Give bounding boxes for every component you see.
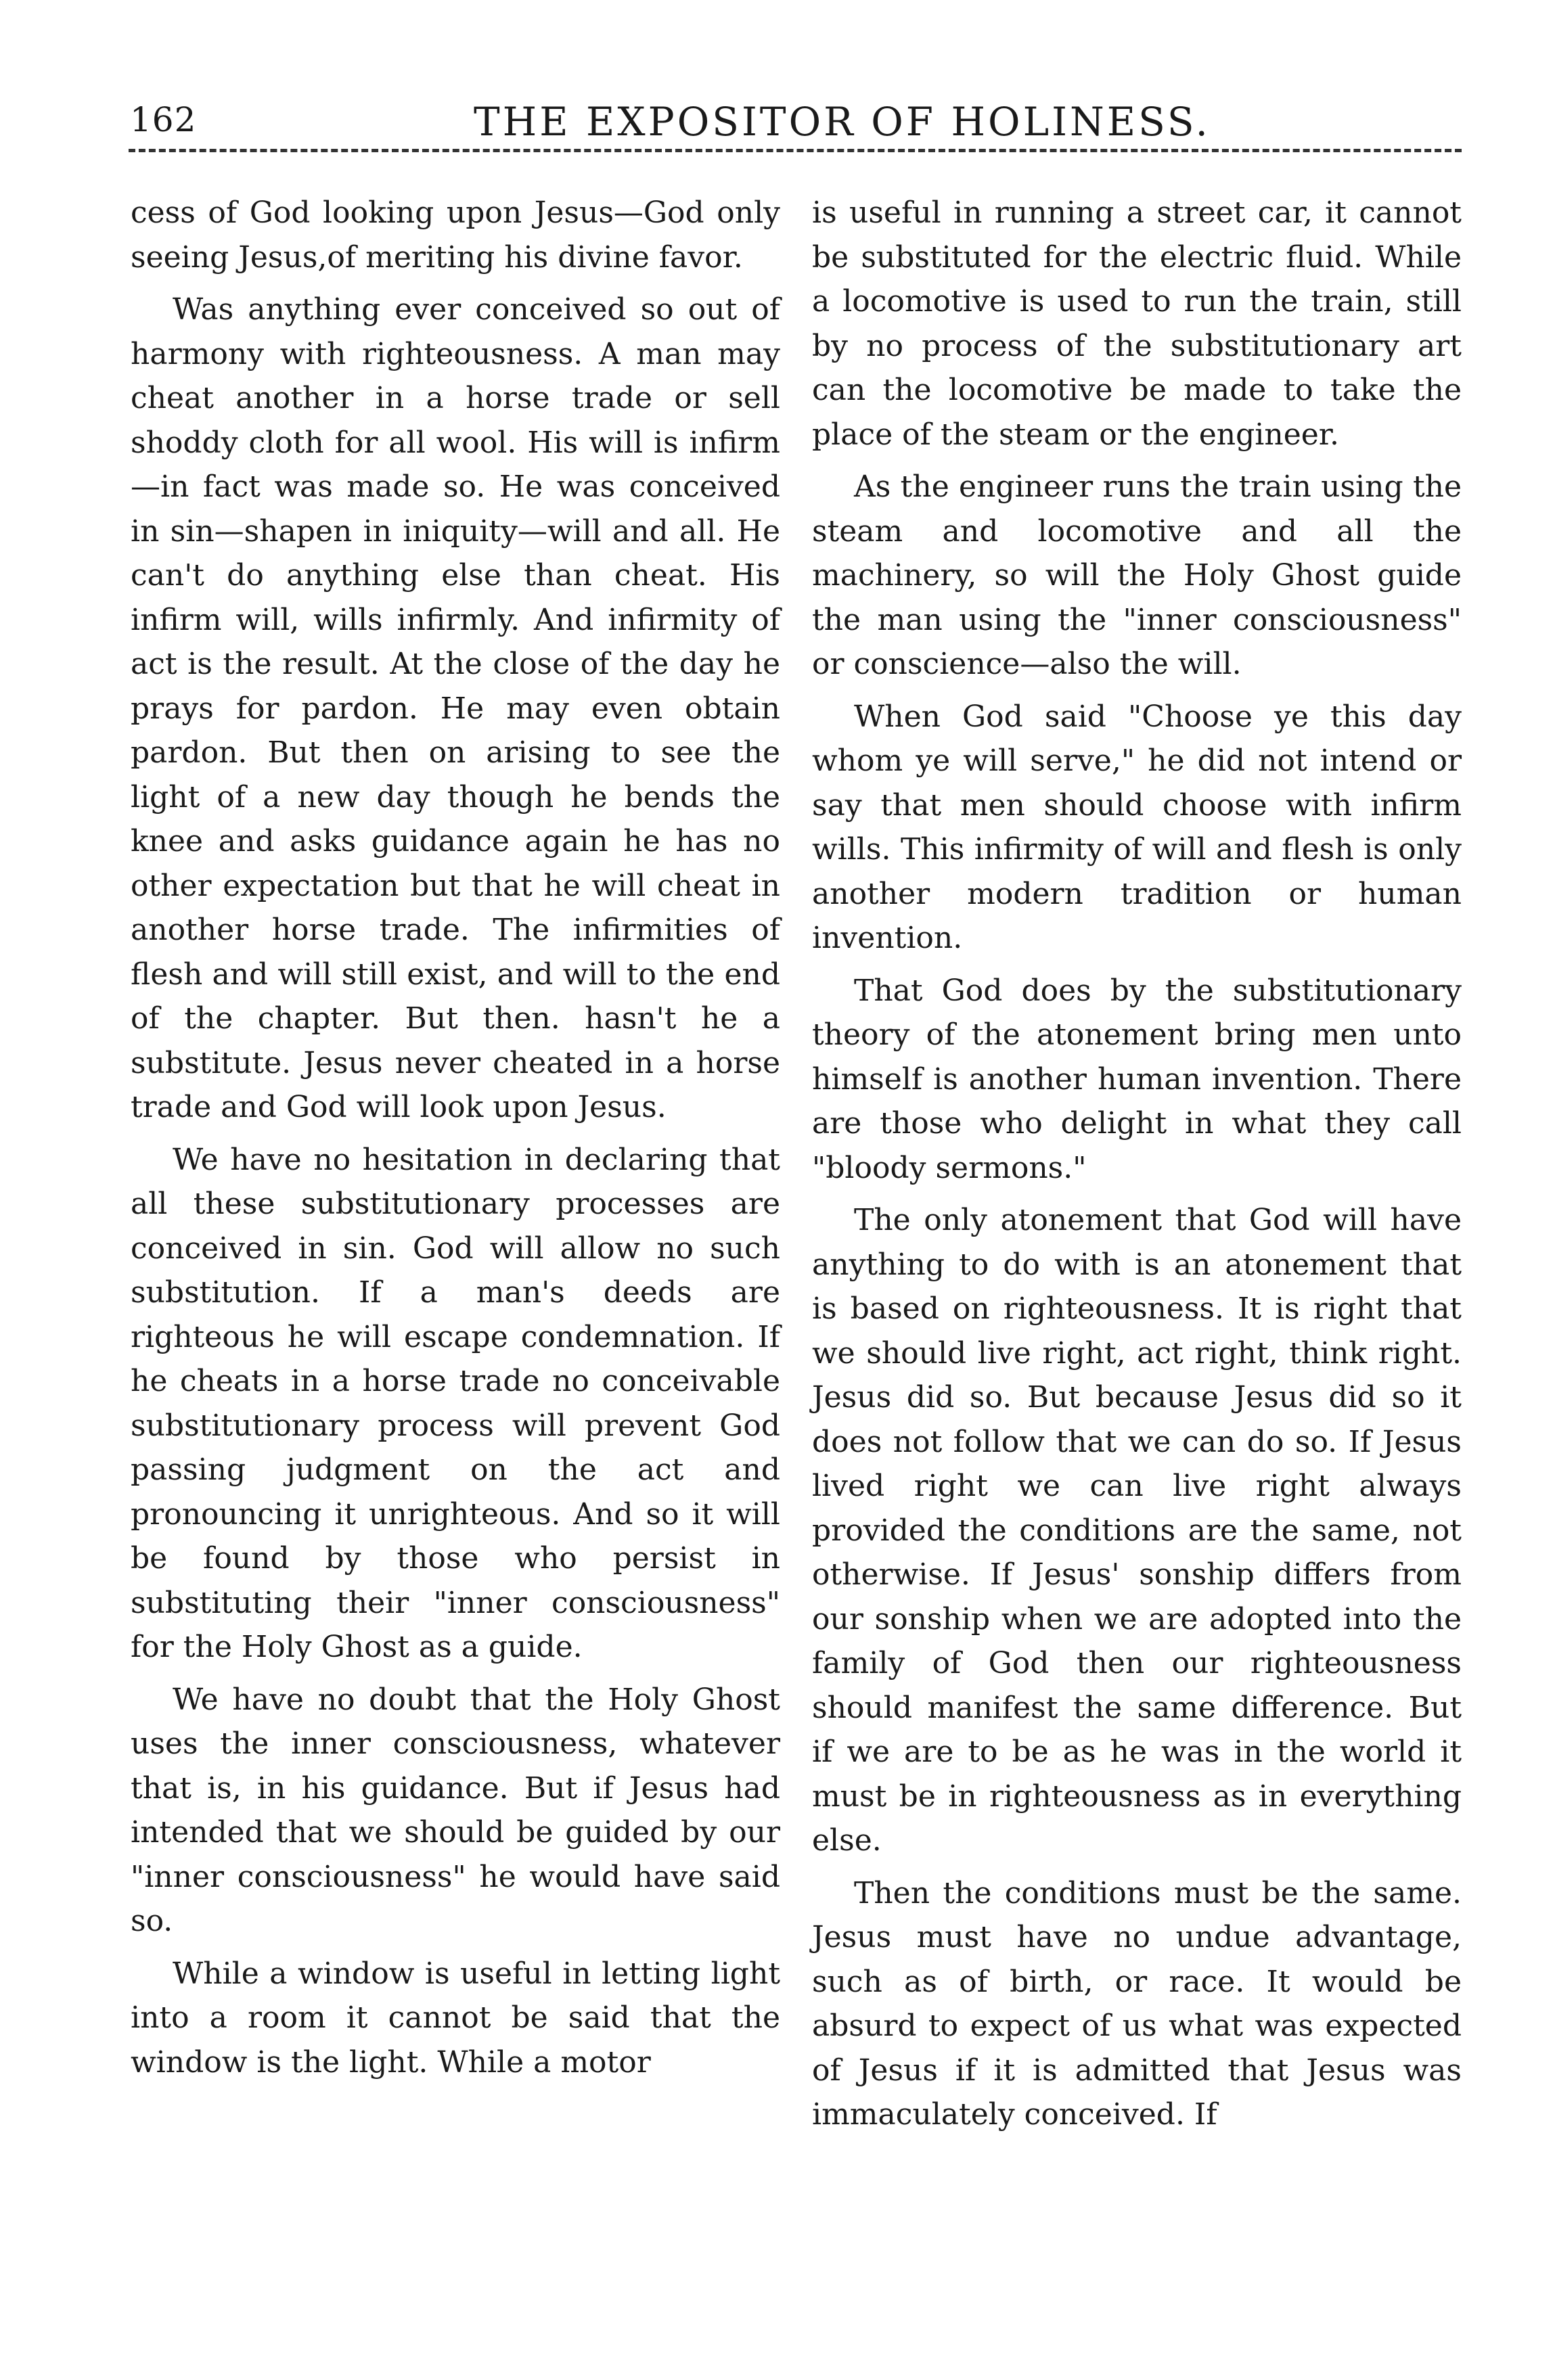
journal-title: THE EXPOSITOR OF HOLINESS.	[474, 99, 1211, 145]
paragraph: The only atonement that God will have anything to do with is an atonement that is based on righteousness. It is right that we should live right, act right, think right. Jesus did so. But because Jesus did so it does not follow that we can do so. If Jesus lived right we can live right always provided the conditions are the same, not otherwise. If Jesus' sonship differs from our sonship when we are adopted into the family of God then our righteousness should manifest the same difference. But if we are to be as he was in the world it must be in righteousness as in everything else.	[812, 1203, 1462, 1858]
header-rule	[129, 149, 1462, 152]
page-number: 162	[130, 100, 197, 139]
paragraph: cess of God looking upon Jesus—God only seeing Jesus,of meriting his divine favor.	[131, 196, 780, 275]
paragraph: Then the conditions must be the same. Jesus must have no undue advantage, such as of birth, or race. It would be absurd to expect of us what was expected of Jesus if it is admitted that Jesus was immaculately conceived. If	[812, 1875, 1462, 2132]
paragraph: We have no doubt that the Holy Ghost uses the inner consciousness, whatever that is, in his guidance. But if Jesus had intended that we should be guided by our "inner consciousness" he would have said so.	[131, 1682, 780, 1938]
paragraph: Was anything ever conceived so out of harmony with righteousness. A man may cheat another in a horse trade or sell shoddy cloth for all wool. His will is infirm—in fact was made so. He was conceived in sin—shapen in iniquity—will and all. He can't do anything else than cheat. His infirm will, wills infirmly. And infirmity of act is the result. At the close of the day he prays for pardon. He may even obtain pardon. But then on arising to see the light of a new day though he bends the knee and asks guidance again he has no other expectation but that he will cheat in another horse trade. The infirmities of flesh and will still exist, and will to the end of the chapter. But then. hasn't he a substitute. Jesus never cheated in a horse trade and God will look upon Jesus.	[131, 292, 780, 1124]
paragraph: When God said "Choose ye this day whom ye will serve," he did not intend or say that men should choose with infirm wills. This infirmity of will and flesh is only another modern tradition or human invention.	[812, 699, 1462, 955]
right-column	[812, 191, 1462, 2145]
paragraph: is useful in running a street car, it cannot be substituted for the electric fluid. While a locomotive is used to run the train, still by no process of the substitutionary art can the locomotive be made to take the place of the steam or the engineer.	[812, 196, 1462, 452]
paragraph: That God does by the substitutionary theory of the atonement bring men unto himself is another human invention. There are those who delight in what they call "bloody sermons."	[812, 973, 1462, 1185]
left-column	[131, 191, 780, 2092]
paragraph: While a window is useful in letting light into a room it cannot be said that the window is the light. While a motor	[131, 1956, 780, 2080]
paragraph: We have no hesitation in declaring that all these substitutionary processes are conceived in sin. God will allow no such substitution. If a man's deeds are righteous he will escape condemnation. If he cheats in a horse trade no conceivable substitutionary process will prevent God passing judgment on the act and pronouncing it unrighteous. And so it will be found by those who persist in substituting their "inner consciousness" for the Holy Ghost as a guide.	[131, 1142, 780, 1664]
paragraph: As the engineer runs the train using the steam and locomotive and all the machinery, so will the Holy Ghost guide the man using the "inner consciousness" or conscience—also the will.	[812, 470, 1462, 681]
page-header	[0, 88, 1555, 156]
